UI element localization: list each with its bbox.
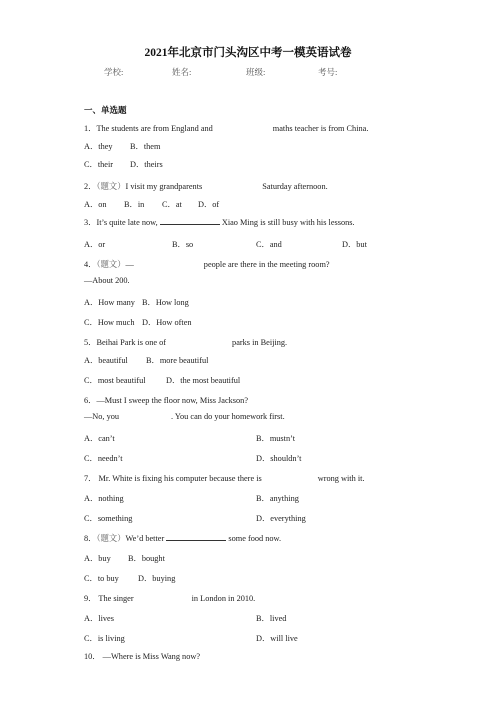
q2-option-d: D．of bbox=[198, 200, 220, 209]
q8-option-b: B．bought bbox=[128, 554, 165, 563]
q7-option-d: D．everything bbox=[256, 514, 306, 523]
q6-option-a: A．can’t bbox=[84, 434, 115, 443]
question-7: 7． Mr. White is fixing his computer because there is wrong with it. bbox=[84, 474, 365, 483]
q4-option-a: A．How many bbox=[84, 298, 135, 307]
q4-option-b: B．How long bbox=[142, 298, 189, 307]
q7-option-a: A．nothing bbox=[84, 494, 124, 503]
q1-option-a: A．they bbox=[84, 142, 113, 151]
q3-option-c: C．and bbox=[256, 240, 282, 249]
q5-option-d: D．the most beautiful bbox=[166, 376, 241, 385]
q1-option-b: B．them bbox=[130, 142, 161, 151]
q2-option-a: A．on bbox=[84, 200, 107, 209]
question-4: 4．（题文）— people are there in the meeting room? bbox=[84, 260, 330, 269]
q2-option-c: C．at bbox=[162, 200, 182, 209]
q1-option-d: D．theirs bbox=[130, 160, 163, 169]
question-3: 3．It’s quite late now, Xiao Ming is still busy with his lessons. bbox=[84, 218, 355, 227]
q7-option-c: C．something bbox=[84, 514, 133, 523]
question-9: 9． The singer in London in 2010. bbox=[84, 594, 256, 603]
q8-option-d: D．buying bbox=[138, 574, 176, 583]
school-label: 学校: bbox=[104, 67, 124, 77]
q1-option-c: C．their bbox=[84, 160, 114, 169]
q5-option-b: B．more beautiful bbox=[146, 356, 209, 365]
page-title: 2021年北京市门头沟区中考一模英语试卷 bbox=[144, 47, 352, 59]
q3-option-a: A．or bbox=[84, 240, 106, 249]
question-2: 2．（题文）I visit my grandparents Saturday afternoon. bbox=[84, 182, 328, 191]
question-5: 5．Beihai Park is one of parks in Beijing. bbox=[84, 338, 288, 347]
class-label: 班级: bbox=[246, 67, 266, 77]
question-6: 6．—Must I sweep the floor now, Miss Jackson? bbox=[84, 396, 248, 405]
q6-option-c: C．needn’t bbox=[84, 454, 123, 463]
q9-option-a: A．lives bbox=[84, 614, 114, 623]
q3-option-d: D．but bbox=[342, 240, 367, 249]
name-label: 姓名: bbox=[172, 67, 192, 77]
question-8: 8．（题文）We’d better some food now. bbox=[84, 534, 282, 543]
q6-option-b: B．mustn’t bbox=[256, 434, 296, 443]
q4-answer-line: —About 200. bbox=[84, 276, 130, 285]
q8-option-a: A．buy bbox=[84, 554, 111, 563]
question-1: 1．The students are from England and maths teacher is from China. bbox=[84, 124, 369, 133]
q4-option-d: D．How often bbox=[142, 318, 192, 327]
q9-option-b: B．lived bbox=[256, 614, 287, 623]
q5-option-a: A．beautiful bbox=[84, 356, 128, 365]
q4-option-c: C．How much bbox=[84, 318, 135, 327]
q2-option-b: B．in bbox=[124, 200, 145, 209]
question-10: 10． —Where is Miss Wang now? bbox=[84, 652, 201, 661]
q8-option-c: C．to buy bbox=[84, 574, 119, 583]
q9-option-c: C．is living bbox=[84, 634, 125, 643]
id-label: 考号: bbox=[318, 67, 338, 77]
q6-option-d: D．shouldn’t bbox=[256, 454, 302, 463]
q7-option-b: B．anything bbox=[256, 494, 299, 503]
q5-option-c: C．most beautiful bbox=[84, 376, 146, 385]
q3-option-b: B．so bbox=[172, 240, 194, 249]
q9-option-d: D．will live bbox=[256, 634, 298, 643]
q6-answer-line: —No, you . You can do your homework first. bbox=[84, 412, 285, 421]
section-title: 一、单选题 bbox=[84, 105, 127, 115]
